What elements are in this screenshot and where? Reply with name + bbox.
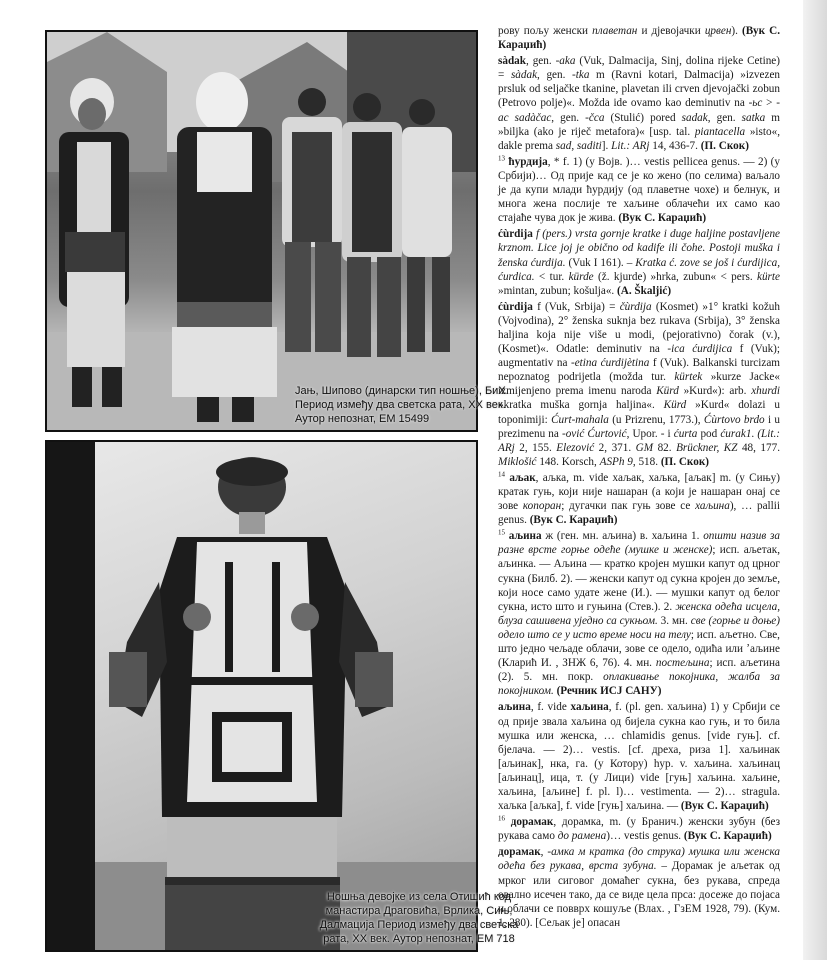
dictionary-entry: $^{15}$ аљина ж (ген. мн. аљина) в. хаљина 1. општи назив за разне врсте горње одеће (мушке и женске); исп. аљетак, аљинка. — Аљина — кратко кројен мушки капут од црног сукна (Билб. 2). — женски капут од сукна кројен до земље, који носе само удате жене (И.). — мушки капут од белог сукна, исто што и гуњина (Стев.). 2. женска одећа исцела, блуза сашивена уједно са сукњом. 3. мн. све (горње и доње) одело што се у исто време носи на телу; исп. аљетно. Све, што једно чељаде облачи, зове се одело, одића или ʼаљине (Кларић И. , ЗНЖ 6, 76). 4. мн. постељина; исп. аљетина (2). 5. мн. покр. оплакивање покојника, жалба за покојником. (Речник ИСЈ САНУ) bbox=[498, 528, 781, 698]
dictionary-entry: $^{14}$ аљак, аљка, m. vide хаљак, хаљка, [аљак] m. (у Сињу) кратак гуњ, који није нашаран (а који је нашаран онај се зове копоран; дугачки пак гуњ зове се хаљина), … pallii genus. (Вук С. Караџић) bbox=[498, 470, 781, 527]
group-photo-illustration bbox=[47, 32, 476, 430]
dictionary-entry: ćùrdija f (pers.) vrsta gornje kratke i duge haljine postavljene krznom. Lice joj je obično od kadife ili čohe. Postoji muška i ženska ćurdija. (Vuk I 161). – Kratka ć. zove se još i ćurdijica, ćurdica. < tur. kürde (ž. kjurde) »hrka, zubun« < pers. kürte »mintan, zubun; košulja«. (A. Škaljić) bbox=[498, 228, 781, 297]
caption-line: Аутор непознат, ЕМ 15499 bbox=[295, 413, 430, 425]
photo-caption bbox=[319, 890, 519, 946]
dictionary-entry: $^{16}$ дорамак, дорамка, m. (у Бранич.) женски зубун (без рукава само до рамена)… vestis genus. (Вук С. Караџић) bbox=[498, 814, 780, 843]
caption-line: рата, XX век. Аутор непознат, ЕМ 718 bbox=[323, 933, 515, 945]
dictionary-text-column bbox=[498, 24, 780, 932]
caption-line: Јањ, Шипово (динарски тип ношње), БиХ. bbox=[295, 385, 509, 397]
dictionary-entry: дорамак, -амка м кратка (до струка) мушка или женска одећа без рукава, врста зубуна. – Дорамак је аљетак од мрког или сиговог домаћег сукна, без рукава, спреда овално исечен тако, да се виде цела прса: досеже до појаса и облачи се повврх кошуље (Влах. , ГзЕМ 1928, 79). (Кум. 1, 280). [Сељак је] опасан bbox=[498, 846, 781, 929]
girl-photo-illustration bbox=[47, 442, 476, 950]
caption-line: манастира Драговића, Врлика, Сињ, bbox=[325, 905, 513, 917]
caption-line: Далмација Период између два светска bbox=[319, 919, 519, 931]
dictionary-entry: ćùrdija f (Vuk, Srbija) = čùrdija (Kosmet) »1° kratki kožuh (Vojvodina), 2° ženska suknja bez rukava (Srbija), 3° ženska haljina koja nije više u modi, (pejorativno) čorak (v.), (Kosmet)«. Odatle: deminutiv na -ica ćurdijica f (Vuk); augmentativ na -etina ćurdijètina f (Vuk). Balkanski turcizam nepoznatog podrijetla (možda tur. kürtek »kurze Jacke« izmijenjeno prema imenu naroda Kürd »Kurd«): arb. xhurdi »kratka muška gornja haljina«. Kürd »Kurd« dolazi u toponimiji: Ćurt-mahala (u Prizrenu, 1773.), Ćùrtovo brdo i u prezimenu na -ović Ćurtović, Upor. - i ćurta pod ćurak1. (Lit.: ARj 2, 155. Elezović 2, 371. GM 82. Brückner, KZ 48, 177. Miklošić 148. Korsch, ASPh 9, 518. (П. Скок) bbox=[498, 300, 781, 468]
dictionary-entry: рову пољу женски плаветан и дјевојачки црвен). (Вук С. Караџић) bbox=[498, 25, 780, 52]
photo-group-folk-costume bbox=[45, 30, 509, 432]
caption-line: Ношња девојке из села Отишић код bbox=[326, 891, 512, 903]
dictionary-entry: $^{13}$ ћурдија, * f. 1) (у Војв. )… vestis pellicea genus. — 2) (у Србији)… Од прије кад се је ко жено (по селима) ваљало је да купи млади ћурдију (од плаветне чохе) и белнук, и многа жена послије те хаљине облачећи их само као стајаће чува док је жива. (Вук С. Караџић) bbox=[498, 154, 781, 225]
dictionary-entry: sàdak, gen. -aka (Vuk, Dalmacija, Sinj, dolina rijeke Cetine) = sàdak, gen. -tka m (Ravni kotari, Dalmacija) »izvezen prsluk od seljačke tkanine, plavetan ili crven djevojački zobun (Petrovo polje)«. Možda ide ovamo kao deminutiv na -ьc > -ac sadàčac, gen. -čca (Stulić) pored sadak, gen. satka m »biljka (ako je riječ metafora)« [usp. tal. piantacella »isto«, dakle prema sad, saditi]. Lit.: ARj 14, 436-7. (П. Скок) bbox=[498, 55, 781, 152]
page-edge-shadow bbox=[803, 0, 827, 960]
dictionary-entry: аљина, f. vide хаљина, f. (pl. gen. хаљина) 1) у Србији се од прије звала хаљина од бијела сукна као гуњ, и то била мушка или женска, … chlamidis genus. [vide гуњ]. cf. бјелача. — 2)… vestis. [cf. дреха, риза 1]. хаљинак [аљинак], нка, га. (у Котору) hyp. v. хаљина. хаљинац [аљинац], ица, т. (у Лици) vide [гуњ] хаљина. хаљине, хаљина, [аљине] f. pl. l)… vestimenta. — 2)… stragula. хаљка [аљка], f. vide [гуњ] хаљина. — (Вук С. Караџић) bbox=[498, 701, 780, 813]
caption-line: Период између два светска рата, XX век. bbox=[295, 399, 506, 411]
photo-caption bbox=[295, 384, 517, 426]
photo-girl-costume-back bbox=[45, 440, 519, 952]
